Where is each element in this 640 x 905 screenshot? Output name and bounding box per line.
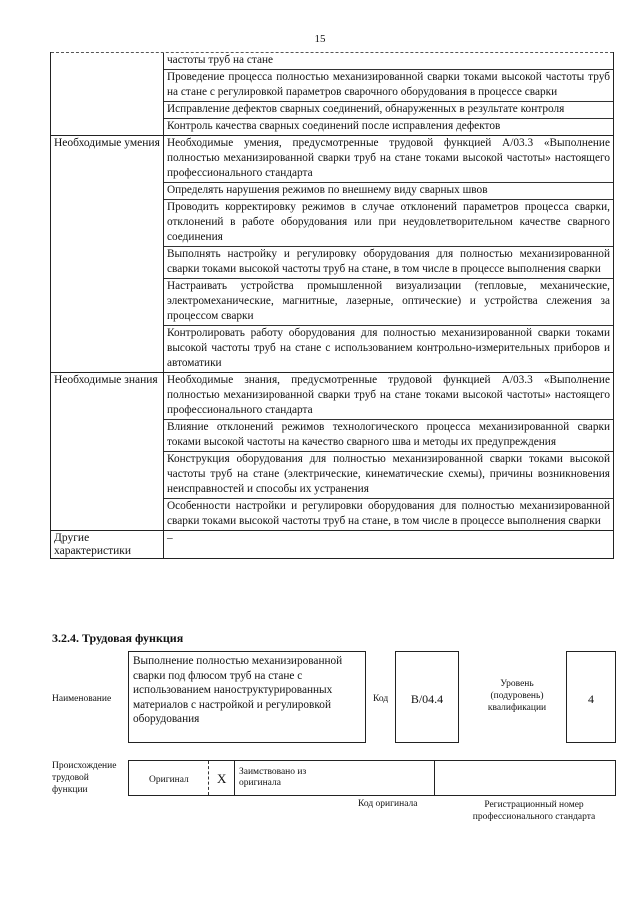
origin-row	[128, 760, 616, 796]
code-value: В/04.4	[395, 651, 459, 743]
table-cell: Выполнять настройку и регулировку оборудования для полностью механизированной сварки токами высокой частоты труб на стане, в том числе в процессе выполнения сварки	[164, 246, 613, 278]
table-cell: Настраивать устройства промышленной визуализации (тепловые, механические, электромеханические, магнитные, лазерные, оптические) и устройства слежения за процессом сварки	[164, 278, 613, 325]
original-code-caption: Код оригинала	[358, 799, 418, 809]
table-cell: частоты труб на стане	[167, 54, 274, 66]
table-cell: Конструкция оборудования для полностью механизированной сварки токами высокой частоты труб на стане (электрические, кинематические схемы), причины возникновения неисправностей и способы их устранения	[164, 451, 613, 498]
borrowed-label: Заимствовано из оригинала	[239, 767, 307, 788]
table-cell: Контролировать работу оборудования для полностью механизированной сварки токами высокой частоты труб на стане с использованием контрольно-измерительных приборов и автоматики	[164, 325, 613, 372]
table-cell: Проводить корректировку режимов в случае отклонений параметров процесса сварки, отклонений в работе оборудования или при неудовлетворительном качестве сварного соединения	[164, 199, 613, 246]
table-cell: Необходимые знания, предусмотренные трудовой функцией А/03.3 «Выполнение полностью механизированной сварки труб на стане токами высокой частоты» настоящего профессионального стандарта	[167, 374, 610, 416]
name-label: Наименование	[52, 694, 112, 704]
group-label	[51, 53, 164, 135]
table-cell: Необходимые умения, предусмотренные трудовой функцией А/03.3 «Выполнение полностью механизированной сварки труб на стане токами высокой частоты» настоящего профессионального стандарта	[167, 137, 610, 179]
table-group	[51, 52, 613, 135]
original-cell	[129, 761, 209, 795]
name-value: Выполнение полностью механизированной сварки под флюсом труб на стане с использованием наноструктурированных материалов с настройкой и регулировкой оборудования	[128, 651, 366, 743]
group-label: Необходимые умения	[51, 136, 164, 372]
code-label: Код	[373, 694, 389, 704]
level-label: Уровень (подуровень) квалификации	[487, 679, 547, 713]
origin-label: Происхождение трудовой функции	[52, 761, 117, 795]
table-group	[51, 372, 613, 530]
section-heading: 3.2.4. Трудовая функция	[52, 631, 184, 645]
table-cell: Исправление дефектов сварных соединений, обнаруженных в результате контроля	[164, 101, 613, 118]
table-group	[51, 530, 613, 558]
original-mark: X	[217, 771, 227, 786]
skills-knowledge-table	[50, 52, 614, 559]
table-cell: Контроль качества сварных соединений после исправления дефектов	[164, 118, 613, 135]
reg-number-caption: Регистрационный номер профессионального стандарта	[472, 800, 596, 822]
table-cell: –	[167, 532, 173, 544]
level-value: 4	[566, 651, 616, 743]
page-number: 15	[314, 33, 326, 45]
table-cell: Особенности настройки и регулировки оборудования для полностью механизированной сварки токами высокой частоты труб на стане, в том числе в процессе выполнения сварки	[164, 498, 613, 530]
table-cell: Проведение процесса полностью механизированной сварки токами высокой частоты труб на стане с регулировкой параметров сварочного оборудования в процессе сварки	[164, 69, 613, 101]
table-cell: Влияние отклонений режимов технологического процесса механизированной сварки токами высокой частоты на качество сварного шва и методы их предупреждения	[164, 419, 613, 451]
group-label: Другие характеристики	[51, 531, 164, 558]
borrowed-cell	[235, 761, 435, 795]
original-label: Оригинал	[149, 775, 189, 785]
group-label: Необходимые знания	[51, 373, 164, 530]
table-group	[51, 135, 613, 372]
original-mark-cell	[209, 761, 235, 795]
table-cell: Определять нарушения режимов по внешнему виду сварных швов	[164, 182, 613, 199]
